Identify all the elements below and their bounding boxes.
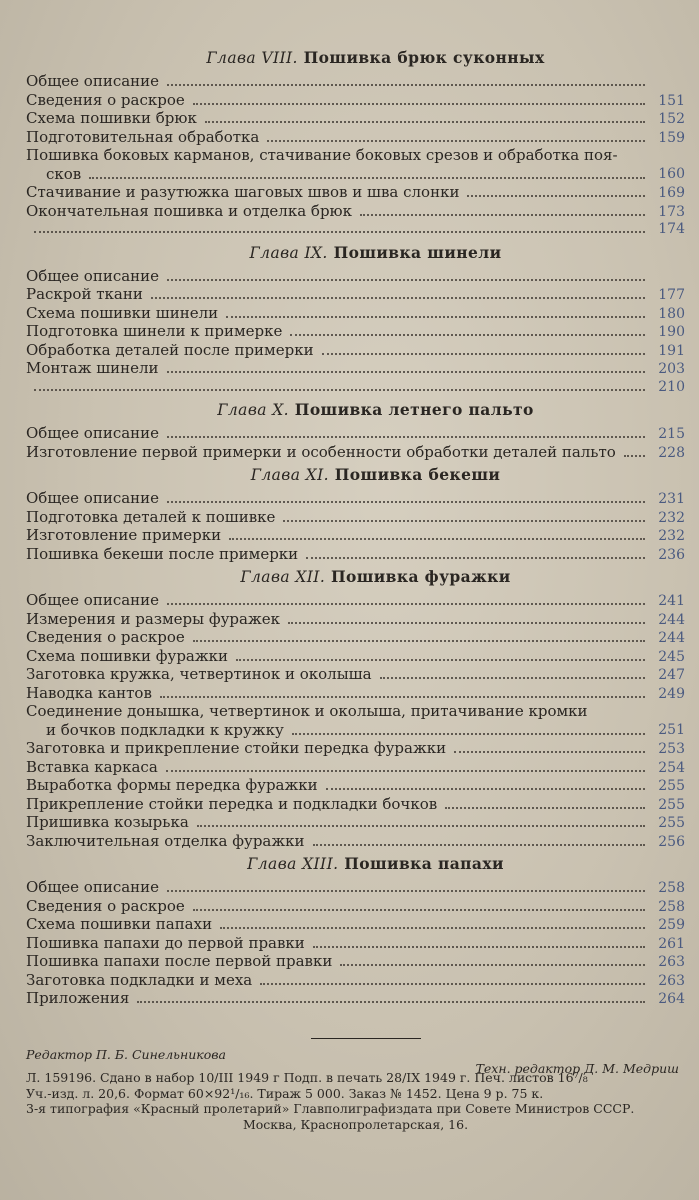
- entry-text: Наводка кантов: [26, 683, 152, 702]
- page-number: 228: [658, 444, 685, 461]
- entry-text: Схема пошивки папахи: [26, 915, 213, 933]
- page-number: 261: [658, 935, 685, 952]
- page-number: 232: [658, 509, 685, 526]
- entry-text: Монтаж шинели: [26, 359, 159, 377]
- chapter-label: Глава VIII.: [206, 49, 298, 67]
- leader-dots: [313, 946, 645, 948]
- page-number: 258: [658, 898, 685, 915]
- leader-dots: [205, 121, 645, 123]
- toc-entry: [26, 897, 685, 916]
- page-number: 173: [658, 203, 685, 220]
- chapter-title: [26, 396, 685, 424]
- entry-text: Изготовление примерки: [26, 526, 222, 544]
- entry-text: Пошивка папахи до первой правки: [26, 933, 305, 952]
- entry-text: Общее описание: [26, 489, 160, 507]
- leader-dots: [306, 557, 645, 559]
- entry-text: Пришивка козырька: [26, 813, 189, 831]
- entry-text: Общее описание: [26, 424, 160, 442]
- leader-dots: [34, 231, 645, 233]
- entry-text: Заготовка и прикрепление стойки передка фуражки: [26, 739, 447, 757]
- toc-entry: [26, 304, 685, 323]
- leader-dots: [166, 770, 645, 772]
- page-number: 169: [658, 185, 685, 201]
- leader-dots: [167, 436, 645, 438]
- toc-entry: [26, 508, 685, 527]
- leader-dots: [313, 844, 645, 846]
- leader-dots: [167, 501, 645, 503]
- toc-entry: [26, 758, 685, 777]
- chapter-title: [26, 44, 685, 72]
- entry-text: Стачивание и разутюжка шаговых швов и шва слонки: [26, 183, 460, 201]
- entry-text: Прикрепление стойки передка и подкладки бочков: [26, 794, 438, 813]
- page-number: 263: [658, 972, 685, 989]
- entry-text: Подготовка шинели к примерке: [26, 322, 283, 340]
- leader-dots: [624, 455, 645, 457]
- entry-text: Соединение донышка, четвертинок и околыша, притачивание кромки: [26, 702, 588, 720]
- leader-dots: [89, 165, 645, 180]
- page-number: 255: [658, 778, 685, 794]
- imprint-line-1: Л. 159196. Сдано в набор 10/III 1949 г Подп. в печать 28/IX 1949 г. Печ. листов 16⁷/₈: [26, 1070, 588, 1085]
- leader-dots: [467, 195, 645, 197]
- toc-entry: [26, 526, 685, 545]
- entry-text: Общее описание: [26, 266, 160, 285]
- page-number: 232: [658, 528, 685, 544]
- toc-entry: [26, 322, 685, 341]
- entry-text: Окончательная пошивка и отделка брюк: [26, 201, 352, 220]
- toc-entry: [26, 285, 685, 304]
- toc-entry: [26, 359, 685, 378]
- leader-dots: [292, 721, 645, 736]
- chapter-section: [26, 563, 685, 850]
- page-number: 255: [658, 815, 685, 831]
- chapter-name: Пошивка летнего пальто: [294, 400, 534, 419]
- page-number: 180: [658, 305, 685, 322]
- entry-text: Сведения о раскрое: [26, 90, 185, 109]
- entry-text: Пошивка бекеши после примерки: [26, 544, 299, 563]
- toc-entry: [26, 795, 685, 814]
- entry-text: Заготовка подкладки и меха: [26, 970, 253, 989]
- toc-entry: [26, 665, 685, 684]
- page-number: 255: [658, 796, 685, 813]
- leader-dots: [34, 389, 645, 391]
- toc-entry: [26, 341, 685, 360]
- toc-entry: [26, 72, 685, 91]
- entry-text: Общее описание: [26, 878, 160, 896]
- leader-dots: [167, 890, 645, 892]
- toc-entry: [26, 591, 685, 610]
- leader-dots: [380, 677, 645, 679]
- chapter-title: [26, 563, 685, 591]
- toc-entry: [26, 202, 685, 221]
- page-number: 203: [658, 361, 685, 377]
- page-number: 249: [658, 685, 685, 702]
- entry-text-cont: сков: [46, 164, 82, 183]
- leader-dots: [288, 622, 645, 624]
- toc-entry: [26, 220, 685, 239]
- chapter-label: Глава XII.: [240, 568, 326, 586]
- chapter-name: Пошивка фуражки: [330, 567, 511, 586]
- entry-text: Схема пошивки брюк: [26, 109, 197, 127]
- toc-entry: [26, 832, 685, 851]
- toc-entry: [26, 443, 685, 462]
- page-number: 263: [658, 954, 685, 970]
- leader-dots: [193, 103, 645, 105]
- chapter-title: [26, 850, 685, 878]
- leader-dots: [454, 751, 645, 753]
- toc-entry: [26, 109, 685, 128]
- leader-dots: [167, 603, 645, 605]
- imprint-line-2: Уч.-изд. л. 20,6. Формат 60×92¹/₁₆. Тираж 5 000. Заказ № 1452. Цена 9 р. 75 к.: [26, 1085, 544, 1101]
- page-number: 241: [658, 593, 685, 609]
- entry-text: Схема пошивки фуражки: [26, 646, 229, 665]
- leader-dots: [151, 297, 645, 299]
- entry-text: Обработка деталей после примерки: [26, 340, 314, 359]
- entry-text: Вставка каркаса: [26, 757, 158, 776]
- leader-dots: [267, 140, 645, 142]
- leader-dots: [236, 659, 645, 661]
- toc-entry: [26, 267, 685, 286]
- tech-editor: Техн. редактор Д. М. Медриш: [475, 1060, 679, 1076]
- chapter-name: Пошивка бекеши: [334, 465, 501, 484]
- page-number: 259: [658, 917, 685, 933]
- toc-entry: [26, 702, 685, 739]
- entry-text: Изготовление первой примерки и особенности обработки деталей пальто: [26, 442, 616, 461]
- leader-dots: [193, 640, 645, 642]
- toc-entry: [26, 424, 685, 443]
- leader-dots: [283, 520, 645, 522]
- leader-dots: [197, 825, 645, 827]
- entry-text-cont: и бочков подкладки к кружку: [46, 720, 284, 739]
- chapter-title: [26, 239, 685, 267]
- toc-entry: [26, 610, 685, 629]
- toc-entry: [26, 971, 685, 990]
- entry-text: Подготовка деталей к пошивке: [26, 507, 276, 526]
- chapter-section: [26, 239, 685, 397]
- page-number: 245: [658, 648, 685, 665]
- entry-text: Схема пошивки шинели: [26, 303, 219, 322]
- editor: Редактор П. Б. Синельникова: [26, 1046, 226, 1062]
- page-number: 159: [658, 129, 685, 146]
- entry-text: Сведения о раскрое: [26, 628, 185, 646]
- chapter-section: [26, 461, 685, 563]
- table-of-contents: [26, 44, 685, 1008]
- imprint-line-3: 3-я типография «Красный пролетарий» Главполиграфиздата при Совете Министров СССР.: [26, 1101, 635, 1116]
- page-number: 253: [658, 741, 685, 757]
- toc-entry: [26, 934, 685, 953]
- page-number: 160: [658, 165, 685, 182]
- toc-entry: [26, 128, 685, 147]
- entry-text: Подготовительная обработка: [26, 127, 260, 146]
- leader-dots: [326, 788, 645, 790]
- toc-entry: [26, 952, 685, 971]
- leader-dots: [193, 909, 645, 911]
- page-number: 254: [658, 759, 685, 776]
- page-number: 247: [658, 667, 685, 683]
- leader-dots: [360, 214, 645, 216]
- page-number: 256: [658, 833, 685, 850]
- toc-entry: [26, 684, 685, 703]
- toc-entry: [26, 915, 685, 934]
- editors-row: [26, 1046, 685, 1076]
- leader-dots: [167, 84, 645, 86]
- leader-dots: [340, 964, 645, 966]
- page-number: 152: [658, 111, 685, 127]
- leader-dots: [445, 807, 645, 809]
- toc-entry: [26, 146, 685, 183]
- toc-entry: [26, 647, 685, 666]
- entry-text: Общее описание: [26, 591, 160, 609]
- chapter-section: [26, 396, 685, 461]
- entry-text: Измерения и размеры фуражек: [26, 609, 281, 628]
- page-number: 251: [658, 721, 685, 738]
- entry-text: Сведения о раскрое: [26, 896, 185, 915]
- chapter-section: [26, 850, 685, 1008]
- page-number: 190: [658, 324, 685, 340]
- imprint: [26, 1047, 685, 1133]
- entry-text: Раскрой ткани: [26, 285, 143, 303]
- entry-text: Общее описание: [26, 72, 160, 90]
- entry-text: Выработка формы передка фуражки: [26, 776, 318, 794]
- chapter-name: Пошивка папахи: [344, 854, 504, 873]
- divider: [311, 1038, 421, 1039]
- chapter-title: [26, 461, 685, 489]
- chapter-name: Пошивка брюк суконных: [303, 48, 545, 67]
- entry-text: Заготовка кружка, четвертинок и околыша: [26, 665, 372, 683]
- page-number: 264: [658, 991, 685, 1007]
- leader-dots: [260, 983, 645, 985]
- entry-text: Заключительная отделка фуражки: [26, 831, 305, 850]
- entry-text: Пошивка папахи после первой правки: [26, 952, 333, 970]
- leader-dots: [220, 927, 645, 929]
- chapter-name: Пошивка шинели: [333, 242, 502, 262]
- toc-entry: [26, 776, 685, 795]
- entry-text: Пошивка боковых карманов, стачивание боковых срезов и обработка поя-: [26, 146, 618, 164]
- toc-entry: [26, 545, 685, 564]
- page-number: 191: [658, 342, 685, 359]
- page-number: 236: [658, 546, 685, 563]
- chapter-label: Глава XIII.: [247, 855, 339, 873]
- leader-dots: [290, 334, 645, 336]
- page-number: 231: [658, 491, 685, 507]
- toc-entry: [26, 628, 685, 647]
- toc-entry: [26, 183, 685, 202]
- leader-dots: [160, 696, 645, 698]
- leader-dots: [167, 371, 645, 373]
- leader-dots: [226, 316, 645, 318]
- entry-text: Приложения: [26, 989, 130, 1007]
- chapter-label: Глава IX.: [249, 243, 328, 262]
- chapter-section: [26, 44, 685, 239]
- toc-entry: [26, 489, 685, 508]
- toc-entry: [26, 878, 685, 897]
- leader-dots: [167, 279, 645, 281]
- toc-entry: [26, 813, 685, 832]
- imprint-line-4: Москва, Краснопролетарская, 16.: [242, 1116, 469, 1132]
- page-number: 174: [658, 221, 685, 237]
- leader-dots: [229, 538, 645, 540]
- page-number: 177: [658, 287, 685, 303]
- toc-entry: [26, 91, 685, 110]
- page-number: 258: [658, 880, 685, 896]
- toc-entry: [26, 739, 685, 758]
- page-number: 151: [658, 92, 685, 109]
- leader-dots: [137, 1001, 645, 1003]
- page-number: 215: [658, 426, 685, 442]
- toc-entry: [26, 378, 685, 397]
- chapter-label: Глава X.: [217, 401, 289, 419]
- chapter-label: Глава XI.: [250, 466, 329, 484]
- page-number: 210: [658, 378, 685, 395]
- leader-dots: [322, 353, 645, 355]
- toc-entry: [26, 989, 685, 1008]
- page-number: 244: [658, 630, 685, 646]
- page-number: 244: [658, 611, 685, 628]
